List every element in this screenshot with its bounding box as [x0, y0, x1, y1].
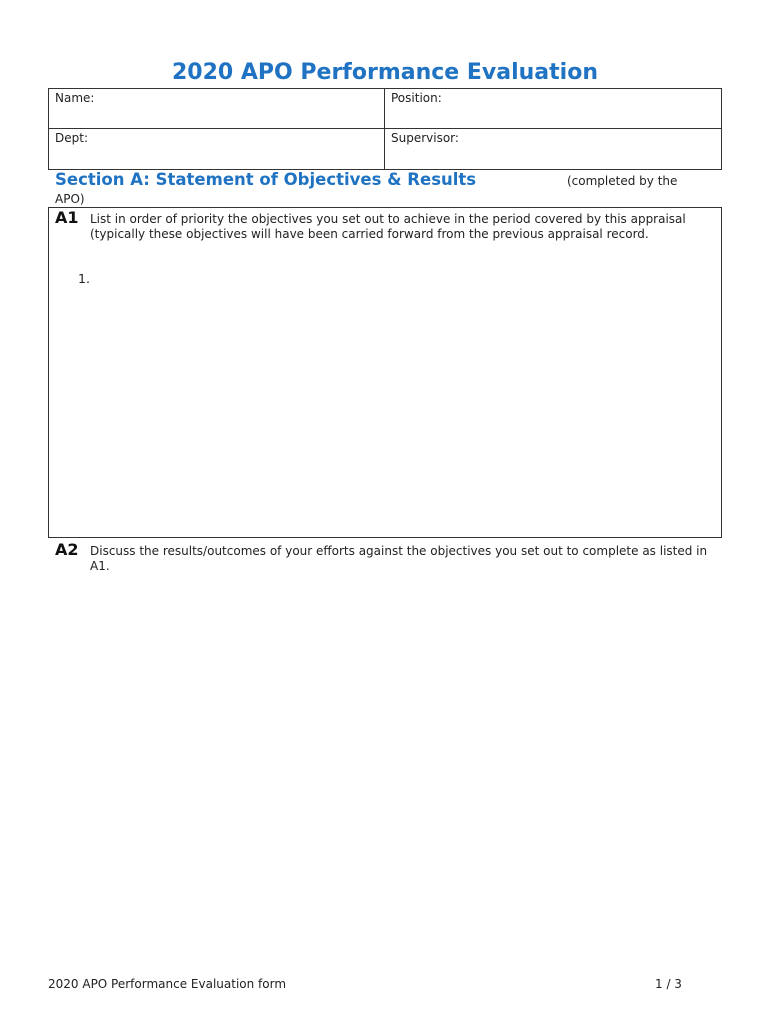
- dept-field[interactable]: [49, 129, 385, 169]
- a1-question-text: List in order of priority the objectives you set out to achieve in the period covered by this appraisal (typically these objectives will have been carried forward from the previous appraisal record.: [90, 212, 686, 241]
- position-label: Position:: [391, 91, 442, 105]
- name-field[interactable]: [49, 89, 385, 129]
- a2-question-text: Discuss the results/outcomes of your efforts against the objectives you set out to complete as listed in A1.: [90, 544, 708, 573]
- a1-list-item: 1.: [78, 271, 90, 286]
- section-a-note: (completed by the: [567, 174, 678, 188]
- a1-answer-box[interactable]: [48, 207, 722, 538]
- section-a-note-continued: APO): [55, 192, 85, 206]
- section-a-heading: Section A: Statement of Objectives & Results: [55, 170, 477, 189]
- supervisor-label: Supervisor:: [391, 131, 459, 145]
- footer-page-number: 1 / 3: [655, 977, 682, 991]
- position-field[interactable]: [385, 89, 721, 129]
- supervisor-field[interactable]: [385, 129, 721, 169]
- employee-info-table: [48, 88, 722, 170]
- a1-label: A1: [55, 208, 79, 227]
- a2-label: A2: [55, 540, 79, 559]
- dept-label: Dept:: [55, 131, 88, 145]
- page-title: 2020 APO Performance Evaluation: [172, 60, 598, 85]
- name-label: Name:: [55, 91, 95, 105]
- footer-document-title: 2020 APO Performance Evaluation form: [48, 977, 287, 991]
